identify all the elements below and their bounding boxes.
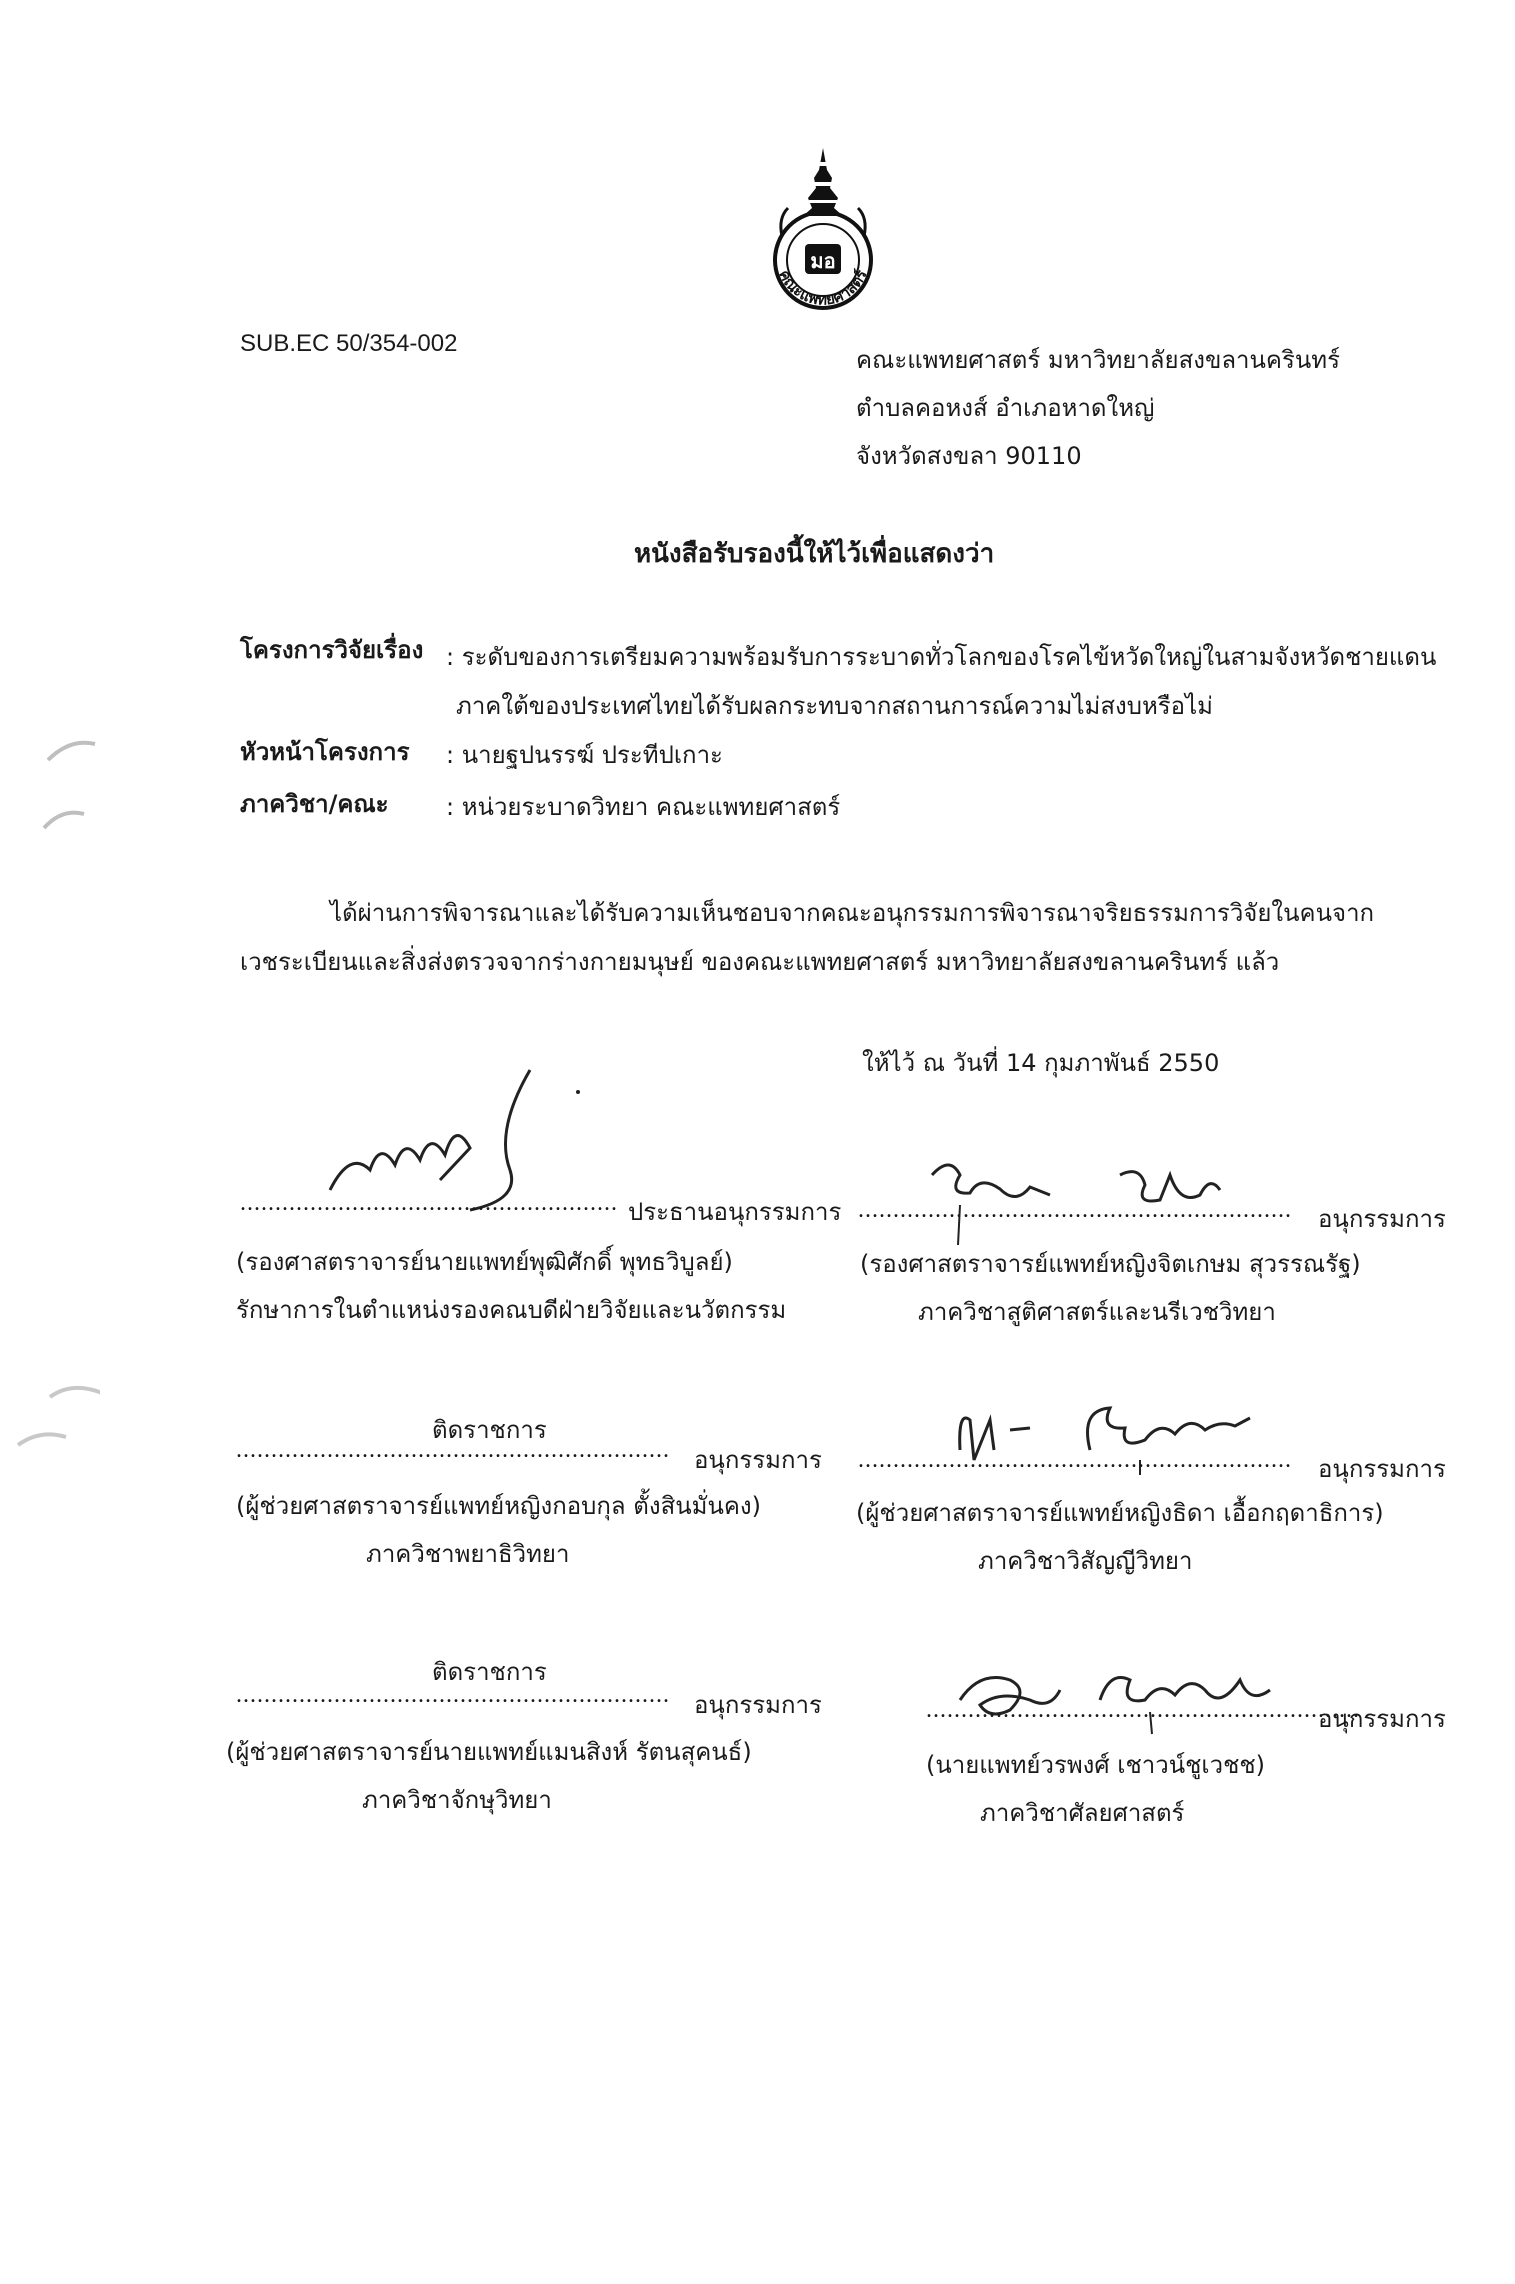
signature-line: ...................................................... bbox=[240, 1190, 618, 1216]
scan-mark bbox=[40, 730, 100, 850]
away-on-duty-note: ติดราชการ bbox=[432, 1658, 547, 1686]
signatory-name: (รองศาสตราจารย์แพทย์หญิงจิตเกษม สุวรรณรัฐ) bbox=[860, 1250, 1361, 1278]
signature-line: .............................................................. bbox=[236, 1682, 670, 1708]
signatory-position: ภาควิชาสูติศาสตร์และนรีเวชวิทยา bbox=[918, 1298, 1276, 1326]
signature-line: .............................................................. bbox=[858, 1197, 1292, 1223]
signatory-position: รักษาการในตำแหน่งรองคณบดีฝ่ายวิจัยและนวัตกรรม bbox=[236, 1296, 787, 1324]
signatory-role: อนุกรรมการ bbox=[694, 1446, 822, 1474]
away-on-duty-note: ติดราชการ bbox=[432, 1416, 547, 1444]
department-value: : หน่วยระบาดวิทยา คณะแพทยศาสตร์ bbox=[446, 793, 841, 821]
body-paragraph-line: ได้ผ่านการพิจารณาและได้รับความเห็นชอบจากคณะอนุกรรมการพิจารณาจริยธรรมการวิจัยในคนจาก bbox=[330, 899, 1375, 927]
signatory-position: ภาควิชาพยาธิวิทยา bbox=[366, 1540, 570, 1568]
signatory-position: ภาควิชาจักษุวิทยา bbox=[362, 1786, 552, 1814]
project-title-label: โครงการวิจัยเรื่อง bbox=[240, 636, 424, 664]
project-title-line: : ระดับของการเตรียมความพร้อมรับการระบาดทั่วโลกของโรคไข้หวัดใหญ่ในสามจังหวัดชายแดน bbox=[446, 643, 1437, 671]
address-line: ตำบลคอหงส์ อำเภอหาดใหญ่ bbox=[856, 394, 1155, 422]
signatory-role: ประธานอนุกรรมการ bbox=[628, 1198, 842, 1226]
signature-line: .............................................................. bbox=[236, 1437, 670, 1463]
seal-text: คณะแพทยศาสตร์ bbox=[775, 267, 871, 309]
signatory-name: (ผู้ช่วยศาสตราจารย์แพทย์หญิงธิดา เอื้อกฤดาธิการ) bbox=[856, 1499, 1384, 1527]
signatory-role: อนุกรรมการ bbox=[1318, 1455, 1446, 1483]
signatory-name: (ผู้ช่วยศาสตราจารย์แพทย์หญิงกอบกุล ตั้งสินมั่นคง) bbox=[236, 1492, 761, 1520]
signature-line: .............................................................. bbox=[926, 1697, 1360, 1723]
signatory-role: อนุกรรมการ bbox=[1318, 1205, 1446, 1233]
signatory-position: ภาควิชาวิสัญญีวิทยา bbox=[978, 1547, 1193, 1575]
faculty-seal-logo bbox=[748, 148, 898, 328]
handwritten-signature bbox=[950, 1650, 1290, 1740]
address-line: คณะแพทยศาสตร์ มหาวิทยาลัยสงขลานครินทร์ bbox=[856, 346, 1340, 374]
signature-line: .............................................................. bbox=[858, 1447, 1292, 1473]
signatory-position: ภาควิชาศัลยศาสตร์ bbox=[980, 1799, 1185, 1827]
project-lead-value: : นายฐปนรรฆ์ ประทีปเกาะ bbox=[446, 741, 723, 769]
project-title-line: ภาคใต้ของประเทศไทยได้รับผลกระทบจากสถานการณ์ความไม่สงบหรือไม่ bbox=[456, 692, 1213, 720]
signatory-name: (รองศาสตราจารย์นายแพทย์พุฒิศักดิ์ พุทธวิบูลย์) bbox=[236, 1248, 733, 1276]
department-label: ภาควิชา/คณะ bbox=[240, 790, 389, 818]
signatory-name: (นายแพทย์วรพงศ์ เชาวน์ชูเวชช) bbox=[926, 1751, 1266, 1779]
certificate-title: หนังสือรับรองนี้ให้ไว้เพื่อแสดงว่า bbox=[634, 539, 995, 569]
project-lead-label: หัวหน้าโครงการ bbox=[240, 738, 410, 766]
svg-text:มอ: มอ bbox=[810, 249, 836, 273]
signatory-role: อนุกรรมการ bbox=[694, 1691, 822, 1719]
signatory-name: (ผู้ช่วยศาสตราจารย์นายแพทย์แมนสิงห์ รัตนสุคนธ์) bbox=[226, 1738, 752, 1766]
scan-mark bbox=[10, 1375, 100, 1495]
reference-number: SUB.EC 50/354-002 bbox=[240, 330, 458, 357]
address-line: จังหวัดสงขลา 90110 bbox=[856, 442, 1082, 470]
signatory-role: อนุกรรมการ bbox=[1318, 1705, 1446, 1733]
issue-date: ให้ไว้ ณ วันที่ 14 กุมภาพันธ์ 2550 bbox=[862, 1049, 1220, 1077]
body-paragraph-line: เวชระเบียนและสิ่งส่งตรวจจากร่างกายมนุษย์ ของคณะแพทยศาสตร์ มหาวิทยาลัยสงขลานครินทร์ แล้ว bbox=[240, 948, 1280, 976]
